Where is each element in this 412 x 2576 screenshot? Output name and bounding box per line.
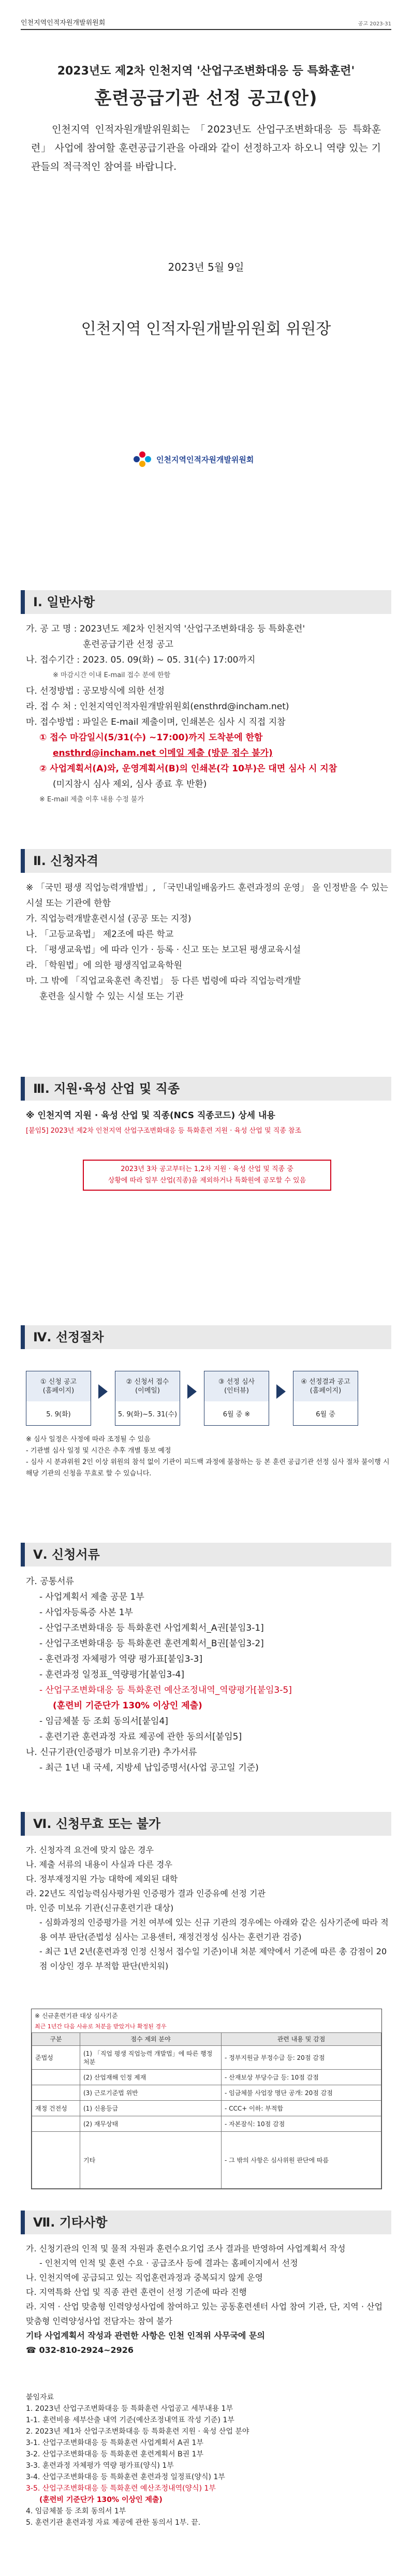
document-item: - 사업자등록증 사본 1부 xyxy=(39,1607,133,1618)
section-4-heading: Ⅳ. 선정절차 xyxy=(21,1325,391,1349)
document-item: - 산업구조변화대응 등 특화훈련 훈련계획서_B권[붙임3-2] xyxy=(39,1638,264,1649)
document-item: - 훈련기관 훈련과정 자료 제공에 관한 동의서[붙임5] xyxy=(39,1732,242,1742)
procedure-step xyxy=(26,1371,91,1426)
table-cell: (3) 근로기준법 위반 xyxy=(80,2085,222,2101)
attach-item: 3-3. 훈련과정 자체평가 역량 평가표(양식) 1부 xyxy=(26,2462,174,2470)
section-5-heading: Ⅴ. 신청서류 xyxy=(21,1543,391,1567)
eligibility-list xyxy=(26,880,391,1004)
intro-paragraph: 인천지역 인적자원개발위원회는 「2023년도 산업구조변화대응 등 특화훈련」 사업에 참여할 훈련공급기관을 아래와 같이 선정하고자 하오니 역량 있는 기관들의 적극적인 참여를 바랍니다. xyxy=(31,124,381,172)
documents-list xyxy=(26,1574,391,1776)
arrow-right-icon xyxy=(98,1384,108,1399)
logo-mark-icon xyxy=(134,451,151,467)
invalid-item: 나. 제출 서류의 내용이 사실과 다른 경우 xyxy=(26,1860,172,1869)
logo-text: 인천지역인적자원개발위원회 xyxy=(156,455,254,464)
print-copy-note: (미지참시 심사 제외, 심사 종료 후 반환) xyxy=(53,779,207,789)
industry-intro: ※ 인천지역 지원 · 육성 산업 및 직종(NCS 직종코드) 상세 내용 xyxy=(26,1110,275,1121)
step-head: ③ 선정 심사 (인터뷰) xyxy=(204,1371,269,1401)
table-cell xyxy=(32,2085,80,2101)
industry-box-line2: 상황에 따라 일부 산업(직종)을 제외하거나 특화원에 공모할 수 있음 xyxy=(108,1177,306,1184)
selection-method: 다. 선정방법 : 공모방식에 의한 선정 xyxy=(26,686,165,696)
procedure-notes xyxy=(26,1434,391,1480)
step-head: ② 신청서 접수 (이메일) xyxy=(115,1371,180,1401)
procedure-note: - 기관별 심사 일정 및 시간은 추후 개별 통보 예정 xyxy=(26,1447,171,1455)
attach-item: 2. 2023년 제1차 산업구조변화대응 등 특화훈련 지원 · 육성 산업 분야 xyxy=(26,2427,249,2436)
table-row xyxy=(32,2070,381,2085)
other-item: 라. 지역 · 산업 맞춤형 인력양성사업에 참여하고 있는 공동훈련센터 사업 참여 기관, 단, 지역 · 산업 맞춤형 인력양성사업 전담자는 참여 불가 xyxy=(26,2302,383,2326)
attach-item-red: 3-5. 산업구조변화대응 등 특화훈련 예산조정내역(양식) 1부 xyxy=(26,2484,216,2493)
table-row xyxy=(32,2132,381,2189)
document-item-red: - 산업구조변화대응 등 특화훈련 예산조정내역_역량평가[붙임3-5] xyxy=(39,1685,292,1695)
header-org: 인천지역인적자원개발위원회 xyxy=(21,19,106,27)
title-line1: 2023년도 제2차 인천지역 '산업구조변화대응 등 특화훈련' xyxy=(57,65,355,78)
general-info xyxy=(26,621,391,808)
procedure-note: ※ 심사 일정은 사정에 따라 조정될 수 있음 xyxy=(26,1436,151,1443)
contact-phone: ☎ 032-810-2924~2926 xyxy=(26,2345,134,2355)
org-logo xyxy=(134,451,254,467)
arrow-right-icon xyxy=(276,1384,286,1399)
attach-item-red-note: (훈련비 기준단가 130% 이상인 제출) xyxy=(39,2496,163,2504)
table-cell xyxy=(32,2070,80,2085)
procedure-step xyxy=(204,1371,269,1426)
documents-new: 나. 신규기관(인증평가 미보유기관) 추가서류 xyxy=(26,1747,197,1758)
eligibility-item: 라. 「학원법」에 의한 평생직업교육학원 xyxy=(26,960,182,971)
eligibility-item: 나. 「고등교육법」 제2조에 따른 학교 xyxy=(26,929,174,940)
invalid-list xyxy=(26,1843,391,1973)
reception-method: 마. 접수방법 : 파일은 E-mail 제출이며, 인쇄본은 심사 시 직접 지참 xyxy=(26,717,286,727)
attach-title: 붙임자료 xyxy=(26,2393,54,2402)
print-copy-item: ② 사업계획서(A)와, 운영계획서(B)의 인쇄본(각 10부)은 대면 심사 시 지참 xyxy=(39,764,337,774)
invalid-item: - 심화과정의 인증평가를 거친 여부에 있는 신규 기관의 경우에는 아래와 같은 심사기준에 따라 적용 여부 판단(준법성 심사는 고용센터, 재정건정성 심사는 훈련기관 검증) xyxy=(39,1918,389,1942)
document-item-red-note: (훈련비 기준단가 130% 이상인 제출) xyxy=(53,1701,202,1711)
eligibility-intro: ※ 「국민 평생 직업능력개발법」, 「국민내일배움카드 훈련과정의 운영」 을 인정받을 수 있는 시설 또는 기관에 한함 xyxy=(26,883,389,909)
attach-item: 1. 2023년 산업구조변화대응 등 특화훈련 사업공고 세부내용 1부 xyxy=(26,2405,233,2413)
step-head: ① 신청 공고 (홈페이지) xyxy=(26,1371,91,1401)
table-cell: - 자본잠식: 10점 감점 xyxy=(222,2116,381,2132)
table-subtitle: 최근 1년간 다음 사유로 처분을 받았거나 확정된 경우 xyxy=(35,2023,167,2030)
table-header-cell: 점수 제외 분야 xyxy=(80,2033,222,2046)
table-cell xyxy=(32,2132,80,2189)
document-item: - 훈련과정 일정표_역량평가[붙임3-4] xyxy=(39,1670,184,1680)
section-6-heading: Ⅵ. 신청무효 또는 불가 xyxy=(21,1812,391,1836)
notice-date: 2023년 5월 9일 xyxy=(168,261,244,273)
eligibility-item: 훈련을 실시할 수 있는 시설 또는 기관 xyxy=(39,991,184,1002)
section-3-heading: Ⅲ. 지원·육성 산업 및 직종 xyxy=(21,1077,391,1101)
reception-period: 나. 접수기간 : 2023. 05. 09(화) ~ 05. 31(수) 17:00까지 xyxy=(26,655,256,665)
table-cell: - 임금체불 사업장 명단 공개: 20점 감점 xyxy=(222,2085,381,2101)
table-cell: - 산재보상 부당수급 등: 10점 감점 xyxy=(222,2070,381,2085)
criteria-table xyxy=(31,2009,382,2189)
table-cell: - CCC+ 이하: 부적합 xyxy=(222,2101,381,2116)
title-line2: 훈련공급기관 선정 공고(안) xyxy=(94,88,318,109)
organization-name: 인천지역 인적자원개발위원회 위원장 xyxy=(81,320,331,338)
invalid-item: 가. 신청자격 요건에 맞지 않은 경우 xyxy=(26,1845,154,1855)
industry-detail: [붙임5] 2023년 제2차 인천지역 산업구조변화대응 등 특화훈련 지원 · 육성 산업 및 직종 참조 xyxy=(26,1127,302,1135)
document-item: - 임금체불 등 조회 동의서[붙임4] xyxy=(39,1716,168,1726)
table-row xyxy=(32,2046,381,2070)
section-1-heading: Ⅰ. 일반사항 xyxy=(21,590,391,614)
deadline-item: ① 접수 마감일시(5/31(수) ~17:00)까지 도착분에 한함 xyxy=(39,733,263,743)
notice-code: 공고 2023-31 xyxy=(358,21,391,27)
eligibility-item: 마. 그 밖에 「직업교육훈련 촉진법」 등 다른 법령에 따라 직업능력개발 xyxy=(26,976,301,986)
other-item: 가. 신청기관의 인적 및 물적 자원과 훈련수요기업 조사 결과를 반영하여 사업계획서 작성 xyxy=(26,2244,346,2253)
table-cell: (2) 산업재해 인정 제재 xyxy=(80,2070,222,2085)
document-item: - 훈련과정 자체평가 역량 평가표[붙임3-3] xyxy=(39,1654,203,1664)
step-head: ④ 선정결과 공고 (홈페이지) xyxy=(293,1371,358,1401)
table-cell: (1) 신용등급 xyxy=(80,2101,222,2116)
attachments xyxy=(26,2392,391,2528)
attach-item: 3-4. 산업구조변화대응 등 특화훈련 훈련과정 일정표(양식) 1부 xyxy=(26,2473,225,2481)
reception-office: 라. 접 수 처 : 인천지역인적자원개발위원회(ensthrd@incham.net) xyxy=(26,701,289,712)
procedure-step xyxy=(115,1371,180,1426)
table-header-row xyxy=(32,2033,381,2046)
attach-item: 4. 임금체불 등 조회 동의서 1부 xyxy=(26,2507,126,2515)
invalid-item: 마. 인증 미보유 기관(신규훈련기관 대상) xyxy=(26,1903,174,1913)
table-row xyxy=(32,2101,381,2116)
attach-item: 3-1. 산업구조변화대응 등 특화훈련 사업계획서 A권 1부 xyxy=(26,2439,203,2447)
table-cell: - 그 밖의 사항은 심사위원 판단에 따름 xyxy=(222,2132,381,2189)
table-header-cell: 관련 내용 및 감점 xyxy=(222,2033,381,2046)
attach-item: 3-2. 산업구조변화대응 등 특화훈련 훈련계획서 B권 1부 xyxy=(26,2450,204,2458)
document-item: - 산업구조변화대응 등 특화훈련 사업계획서_A권[붙임3-1] xyxy=(39,1623,264,1633)
others-list xyxy=(26,2242,391,2358)
section-2-heading: Ⅱ. 신청자격 xyxy=(21,849,391,873)
table-row xyxy=(32,2116,381,2132)
other-item: 다. 지역특화 산업 및 직종 관련 훈련이 선정 기준에 따라 진행 xyxy=(26,2287,247,2297)
table-cell: 기타 xyxy=(80,2132,222,2189)
email-submission: ensthrd@incham.net 이메일 제출 (방문 접수 불가) xyxy=(53,748,273,758)
invalid-item: 라. 22년도 직업능력심사평가원 인증평가 결과 인증유예 선정 기관 xyxy=(26,1889,266,1898)
document-item: - 사업계획서 제출 공문 1부 xyxy=(39,1592,144,1602)
document-item: - 최근 1년 내 국세, 지방세 납입증명서(사업 공고일 기준) xyxy=(39,1763,259,1773)
invalid-item: - 최근 1년 2년(훈련과정 인정 신청서 접수일 기준)이내 처분 제약에서 기준에 따른 총 감점이 20점 이상인 경우 부적합 판단(반치워) xyxy=(39,1946,387,1971)
table-header-cell: 구분 xyxy=(32,2033,80,2046)
invalid-item: 다. 정부재정지원 가능 대학에 제외된 대학 xyxy=(26,1874,178,1884)
industry-box-line1: 2023년 3차 공고부터는 1,2차 지원 · 육성 산업 및 직종 중 xyxy=(121,1165,293,1173)
eligibility-item: 가. 직업능력개발훈련시설 (공공 또는 지정) xyxy=(26,914,192,924)
contact-label: 기타 사업계획서 작성과 관련한 사항은 인천 인적위 사무국에 문의 xyxy=(26,2331,265,2340)
notice-name-cont: 훈련공급기관 선정 공고 xyxy=(83,639,174,650)
industry-info xyxy=(26,1108,391,1139)
table-title: ※ 신규훈련기관 대상 심사기준 xyxy=(35,2012,118,2019)
attach-item: 1-1. 훈련비용 세부산출 내역 기준(예산조정내역표 작성 기준) 1부 xyxy=(26,2416,234,2424)
procedure-note: - 심사 시 분과위원 2인 이상 위원의 참석 없이 기관이 피드백 과정에 불참하는 등 본 훈련 공급기관 선정 심사 절차 불이행 시 해당 기관의 신청을 무효로 할 수 있습니다. xyxy=(26,1458,390,1477)
reception-note: ※ 마감시간 이내 E-mail 접수 분에 한함 xyxy=(53,671,171,679)
table-cell: 재정 건전성 xyxy=(32,2101,80,2116)
industry-notice-box xyxy=(83,1160,331,1191)
step-date: 5. 9(화)~5. 31(수) xyxy=(117,1410,178,1418)
step-date: 5. 9(화) xyxy=(46,1410,71,1418)
table-cell: - 정부지원금 부정수급 등: 20점 감점 xyxy=(222,2046,381,2070)
step-date: 6월 중 xyxy=(316,1410,335,1418)
eligibility-item: 다. 「평생교육법」에 따라 인가 · 등록 · 신고 또는 보고된 평생교육시설 xyxy=(26,945,301,955)
other-item: - 인천지역 인적 및 훈련 수요 · 공급조사 등에 결과는 홈페이지에서 선정 xyxy=(39,2258,298,2268)
no-edit-note: ※ E-mail 제출 이후 내용 수정 불가 xyxy=(39,796,144,803)
table-row xyxy=(32,2085,381,2101)
step-date: 6월 중 ※ xyxy=(223,1410,251,1418)
procedure-step xyxy=(293,1371,358,1426)
table-cell: 준법성 xyxy=(32,2046,80,2070)
table-cell: (2) 재무상태 xyxy=(80,2116,222,2132)
arrow-right-icon xyxy=(187,1384,197,1399)
table-cell xyxy=(32,2116,80,2132)
document-header xyxy=(21,12,391,30)
section-7-heading: Ⅶ. 기타사항 xyxy=(21,2211,391,2234)
notice-name: 가. 공 고 명 : 2023년도 제2차 인천지역 '산업구조변화대응 등 특화훈련' xyxy=(26,624,305,634)
documents-common: 가. 공통서류 xyxy=(26,1576,74,1587)
attach-item: 5. 훈련기관 훈련과정 자료 제공에 관한 동의서 1부. 끝. xyxy=(26,2519,201,2527)
procedure-flow xyxy=(26,1371,388,1428)
table-cell: (1) 「직업 평생 직업능력 개발법」에 따른 행정처분 xyxy=(80,2046,222,2070)
other-item: 나. 인천지역에 공급되고 있는 직업훈련과정과 중복되지 않게 운영 xyxy=(26,2273,263,2282)
